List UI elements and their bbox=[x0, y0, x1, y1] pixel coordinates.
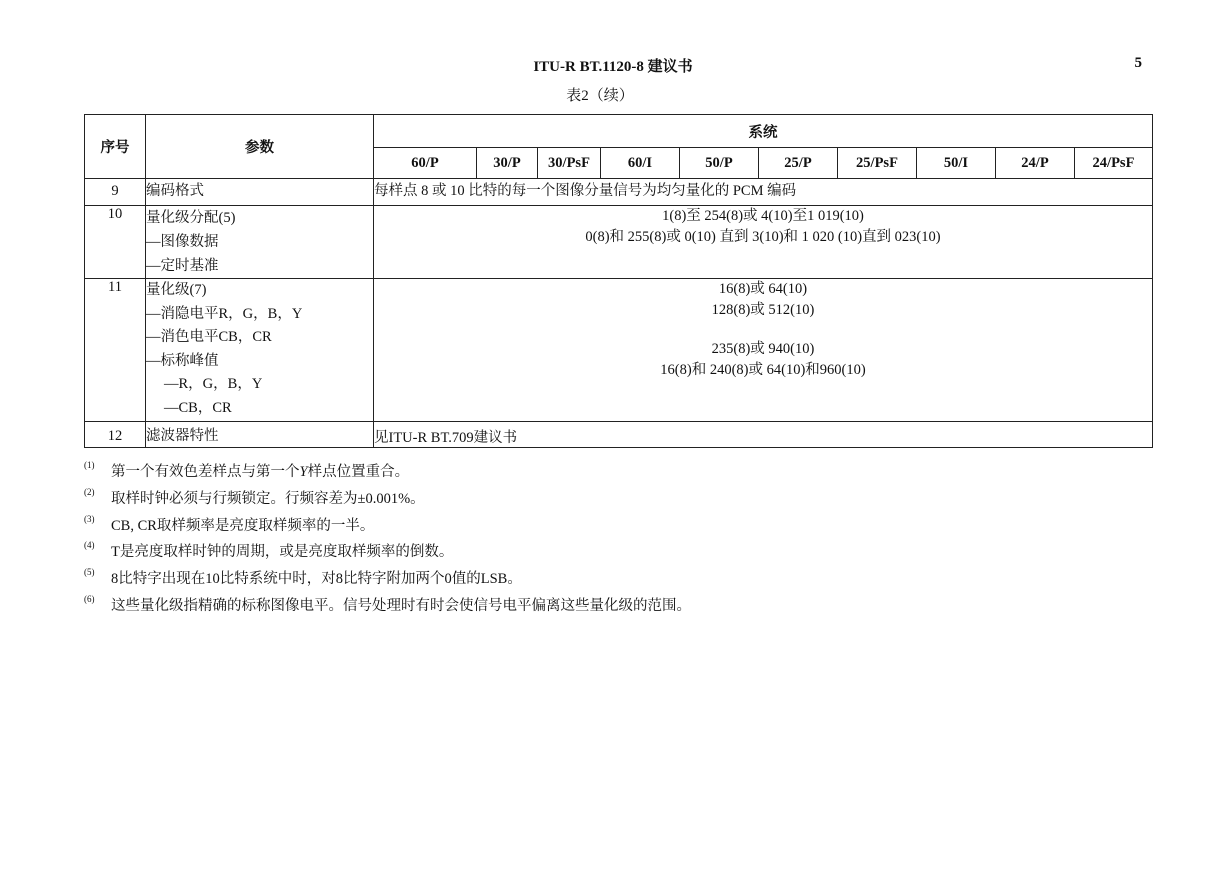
parameter-line: —消隐电平R，G，B，Y bbox=[146, 305, 303, 322]
header-number: 序号 bbox=[85, 115, 146, 179]
system-header: 60/P bbox=[374, 148, 477, 179]
document-title: ITU-R BT.1120-8 建议书 bbox=[533, 59, 693, 75]
parameter-table bbox=[84, 114, 1153, 448]
row-value bbox=[374, 279, 1153, 422]
footnotes bbox=[84, 458, 1144, 619]
footnote-mark: (3) bbox=[84, 513, 95, 524]
value-line: 16(8)和 240(8)或 64(10)和960(10) bbox=[660, 362, 866, 378]
table-row bbox=[85, 279, 1153, 422]
parameter-line: —定时基准 bbox=[146, 258, 219, 274]
footnote-text-part: 样点位置重合。 bbox=[307, 464, 410, 480]
system-header: 30/P bbox=[477, 148, 538, 179]
row-value: 见ITU-R BT.709建议书 bbox=[374, 421, 1153, 447]
page-number: 5 bbox=[1134, 55, 1142, 71]
row-number: 10 bbox=[85, 206, 146, 279]
table-row bbox=[85, 421, 1153, 447]
table-row bbox=[85, 179, 1153, 206]
system-header: 50/I bbox=[917, 148, 996, 179]
row-parameter bbox=[146, 179, 374, 206]
system-header: 24/PsF bbox=[1075, 148, 1153, 179]
footnote bbox=[84, 512, 1144, 539]
value-line: 1(8)至 254(8)或 4(10)至1 019(10) bbox=[662, 208, 864, 224]
footnote bbox=[84, 485, 1144, 512]
system-header: 50/P bbox=[680, 148, 759, 179]
table-header-row bbox=[85, 115, 1153, 148]
system-header: 25/P bbox=[759, 148, 838, 179]
value-line: 16(8)或 64(10) bbox=[718, 281, 808, 297]
parameter-line: —CB，CR bbox=[164, 399, 232, 416]
page-header bbox=[84, 55, 1142, 77]
footnote-mark: (6) bbox=[84, 593, 95, 604]
row-parameter bbox=[146, 279, 374, 422]
footnote-text bbox=[111, 460, 409, 481]
footnote-mark: (4) bbox=[84, 540, 95, 551]
footnote-text: T是亮度取样时钟的周期，或是亮度取样频率的倒数。 bbox=[111, 544, 454, 561]
row-parameter bbox=[146, 206, 374, 279]
header-system: 系统 bbox=[374, 115, 1153, 148]
system-header: 24/P bbox=[996, 148, 1075, 179]
row-number: 9 bbox=[85, 179, 146, 206]
footnote bbox=[84, 565, 1144, 592]
footnote-text: 这些量化级指精确的标称图像电平。信号处理时有时会使信号电平偏离这些量化级的范围。 bbox=[111, 597, 691, 614]
row-parameter bbox=[146, 421, 374, 447]
parameter-line: 量化级(7) bbox=[146, 282, 207, 298]
footnote-italic-symbol: Y bbox=[299, 464, 308, 480]
footnote bbox=[84, 592, 1144, 619]
parameter-line: —标称峰值 bbox=[146, 352, 219, 369]
system-header: 60/I bbox=[601, 148, 680, 179]
table-caption: 表2（续） bbox=[566, 88, 634, 104]
parameter-line: —R，G，B，Y bbox=[164, 376, 263, 393]
row-value: 每样点 8 或 10 比特的每一个图像分量信号为均匀量化的 PCM 编码 bbox=[374, 179, 1153, 206]
header-parameter: 参数 bbox=[146, 115, 374, 179]
parameter-line: —消色电平CB，CR bbox=[146, 329, 272, 346]
value-line: 128(8)或 512(10) bbox=[711, 302, 815, 318]
system-header: 30/PsF bbox=[538, 148, 601, 179]
footnote bbox=[84, 538, 1144, 565]
footnote-mark: (1) bbox=[84, 460, 95, 470]
row-value bbox=[374, 206, 1153, 279]
footnote-mark: (5) bbox=[84, 567, 95, 578]
footnote-text: 取样时钟必须与行频锁定。行频容差为±0.001%。 bbox=[111, 490, 425, 507]
table-row bbox=[85, 206, 1153, 279]
system-header: 25/PsF bbox=[838, 148, 917, 179]
footnote-text: 8比特字出现在10比特系统中时，对8比特字附加两个0值的LSB。 bbox=[111, 571, 522, 588]
footnote bbox=[84, 458, 1144, 485]
value-line: 0(8)和 255(8)或 0(10) 直到 3(10)和 1 020 (10)直到 023(10) bbox=[585, 229, 941, 245]
parameter-line: 滤波器特性 bbox=[146, 427, 219, 444]
row-number: 11 bbox=[85, 279, 146, 422]
parameter-line: 编码格式 bbox=[146, 183, 204, 199]
footnote-text: CB, CR取样频率是亮度取样频率的一半。 bbox=[111, 517, 375, 534]
footnote-text-part: 第一个有效色差样点与第一个 bbox=[111, 464, 300, 480]
value-line: 235(8)或 940(10) bbox=[711, 341, 815, 357]
value-spacer bbox=[374, 321, 1152, 339]
footnote-mark: (2) bbox=[84, 486, 95, 497]
parameter-line: —图像数据 bbox=[146, 234, 219, 250]
parameter-line: 量化级分配(5) bbox=[146, 210, 236, 226]
row-number: 12 bbox=[85, 421, 146, 447]
